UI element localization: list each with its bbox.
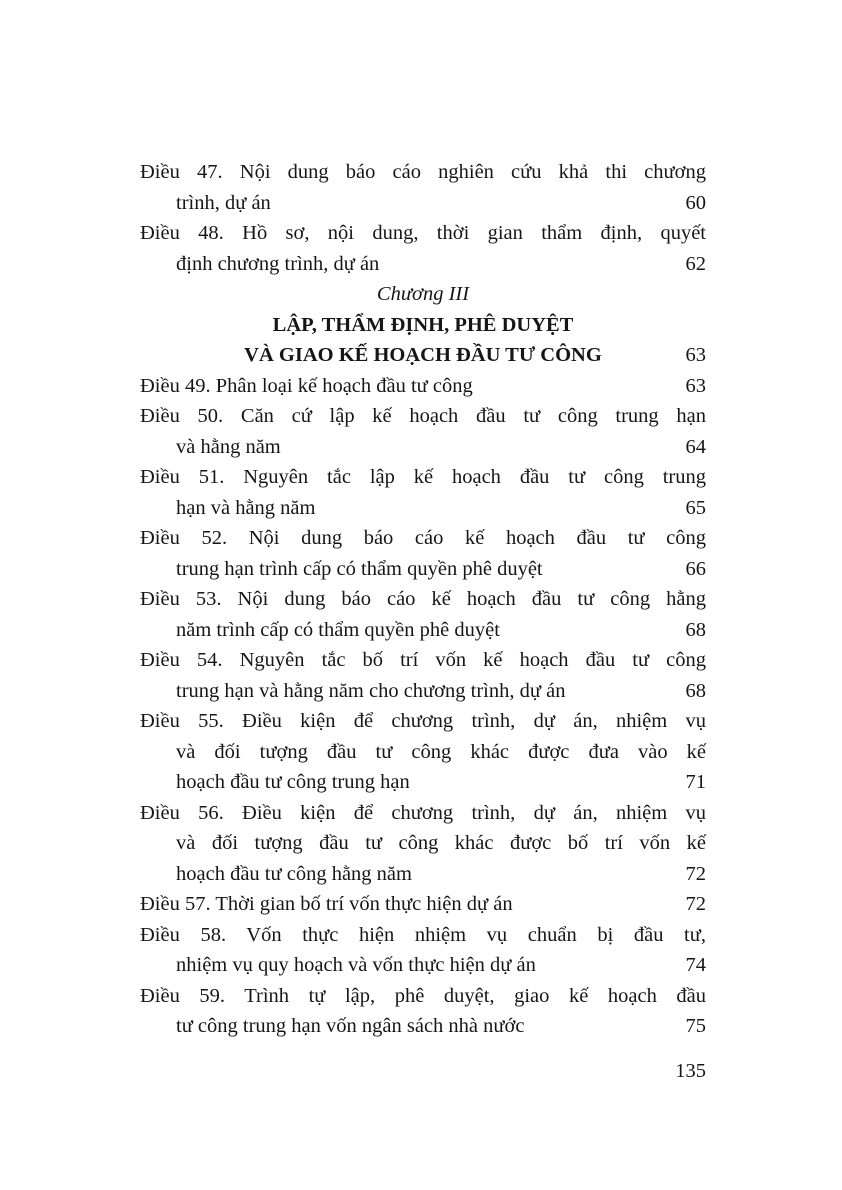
toc-entry-line	[140, 859, 706, 890]
toc-entry-line	[140, 767, 706, 798]
toc-entry-line	[140, 676, 706, 707]
toc-entry-text: trình, dự án	[176, 191, 271, 214]
toc-page-ref: 65	[685, 496, 706, 519]
toc-entry	[140, 157, 706, 218]
toc-entry-line	[140, 615, 706, 646]
toc-entry-line: Điều 56. Điều kiện để chương trình, dự án, nhiệm vụ	[140, 801, 706, 824]
toc-entry-text: năm trình cấp có thẩm quyền phê duyệt	[176, 618, 500, 641]
toc-entry-text: hoạch đầu tư công hằng năm	[176, 862, 412, 885]
toc-entry-line: Điều 47. Nội dung báo cáo nghiên cứu khả thi chương	[140, 161, 706, 183]
toc-entry-line	[140, 249, 706, 280]
toc-entry-line: Điều 54. Nguyên tắc bố trí vốn kế hoạch đầu tư công	[140, 649, 706, 671]
chapter-title-text: VÀ GIAO KẾ HOẠCH ĐẦU TƯ CÔNG	[244, 344, 602, 366]
toc-page-ref: 64	[685, 435, 706, 458]
toc-entry	[140, 218, 706, 279]
toc-page-ref: 71	[685, 771, 706, 793]
toc-entry-text: tư công trung hạn vốn ngân sách nhà nước	[176, 1015, 525, 1037]
toc-entry-line	[140, 371, 706, 402]
toc-entry-text: và hằng năm	[176, 435, 281, 458]
toc-entry-line	[140, 1011, 706, 1042]
toc-page-ref: 74	[685, 954, 706, 976]
toc-entry	[140, 920, 706, 981]
toc-entry-line: và đối tượng đầu tư công khác được bố trí vốn kế	[176, 832, 706, 854]
toc-page-ref: 68	[685, 618, 706, 641]
toc-page-ref: 63	[685, 374, 706, 397]
toc-page-ref: 62	[685, 252, 706, 275]
toc-entry	[140, 584, 706, 645]
toc-entry-line: Điều 51. Nguyên tắc lập kế hoạch đầu tư công trung	[140, 466, 706, 488]
toc-entry-line: Điều 55. Điều kiện để chương trình, dự án, nhiệm vụ	[140, 710, 706, 732]
page-number: 135	[675, 1060, 706, 1082]
toc-page-ref: 68	[685, 679, 706, 702]
toc-entry-line: Điều 52. Nội dung báo cáo kế hoạch đầu tư công	[140, 527, 706, 549]
toc-page-ref: 75	[685, 1015, 706, 1037]
toc-entry	[140, 462, 706, 523]
chapter-title-text: LẬP, THẨM ĐỊNH, PHÊ DUYỆT	[272, 313, 574, 336]
toc-page-ref: 72	[685, 893, 706, 915]
toc-entry-line	[140, 889, 706, 920]
toc-page-ref: 60	[685, 191, 706, 214]
toc-entry	[140, 981, 706, 1042]
toc-entry-line: Điều 48. Hồ sơ, nội dung, thời gian thẩm định, quyết	[140, 222, 706, 244]
toc-entry-text: trung hạn trình cấp có thẩm quyền phê duyệt	[176, 557, 543, 580]
toc-entry	[140, 371, 706, 402]
toc-entry	[140, 889, 706, 920]
toc-entry-line: Điều 50. Căn cứ lập kế hoạch đầu tư công trung hạn	[140, 405, 706, 427]
toc-entry	[140, 523, 706, 584]
toc-entry-line: và đối tượng đầu tư công khác được đưa vào kế	[176, 740, 706, 763]
toc-entry-text: nhiệm vụ quy hoạch và vốn thực hiện dự án	[176, 954, 536, 976]
toc-entry-text: trung hạn và hằng năm cho chương trình, dự án	[176, 679, 566, 702]
toc-entry-line: Điều 53. Nội dung báo cáo kế hoạch đầu tư công hằng	[140, 588, 706, 610]
toc-entry-line: Điều 58. Vốn thực hiện nhiệm vụ chuẩn bị đầu tư,	[140, 923, 706, 946]
chapter-label: Chương III	[376, 283, 470, 305]
toc-page-ref: 63	[685, 344, 706, 366]
toc-entry-line: Điều 59. Trình tự lập, phê duyệt, giao kế hoạch đầu	[140, 984, 706, 1007]
chapter-title-line	[140, 310, 706, 341]
toc-entry-text: định chương trình, dự án	[176, 252, 380, 275]
toc-entry	[140, 798, 706, 890]
toc-entry-line	[140, 493, 706, 524]
toc-entry-line	[140, 432, 706, 463]
chapter-title-line	[140, 340, 706, 371]
toc-entry-line	[140, 950, 706, 981]
table-of-contents	[140, 157, 706, 1042]
toc-entry-text: Điều 57. Thời gian bố trí vốn thực hiện dự án	[140, 893, 513, 915]
chapter-heading	[140, 279, 706, 371]
toc-entry-line	[140, 554, 706, 585]
toc-entry-text: hoạch đầu tư công trung hạn	[176, 771, 410, 793]
toc-entry-line	[140, 188, 706, 219]
toc-page-ref: 66	[685, 557, 706, 580]
toc-entry-text: Điều 49. Phân loại kế hoạch đầu tư công	[140, 374, 473, 397]
toc-entry	[140, 706, 706, 798]
toc-entry	[140, 645, 706, 706]
toc-page-ref: 72	[685, 862, 706, 885]
toc-entry	[140, 401, 706, 462]
toc-entry-text: hạn và hằng năm	[176, 496, 316, 519]
